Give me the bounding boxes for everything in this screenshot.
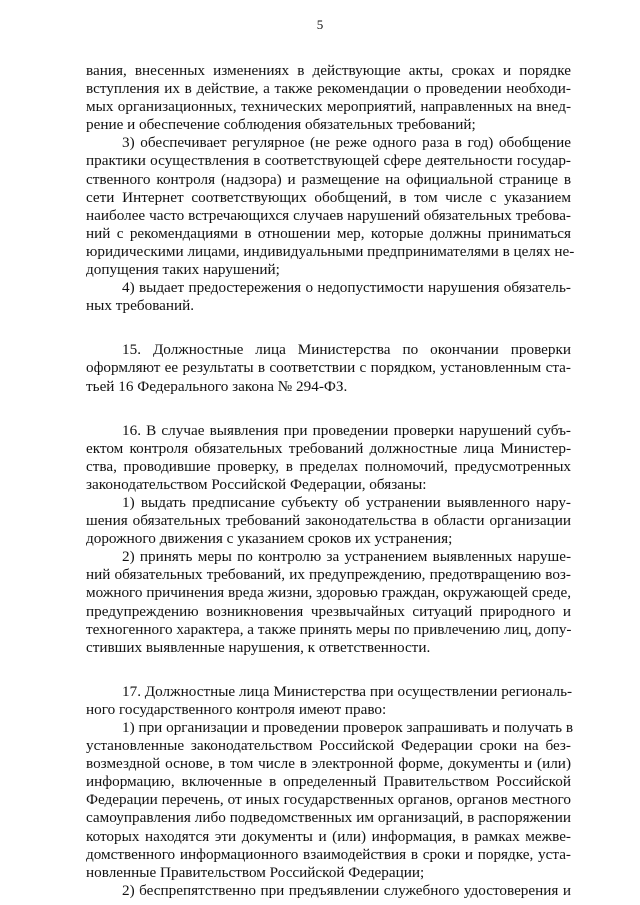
- paragraph-16-item-2: [86, 548, 571, 657]
- text-line: законодательством Российской Федерации, обязаны:: [86, 475, 427, 493]
- text-line: ства, проводившие проверку, в пределах полномочий, предусмотренных: [86, 457, 571, 475]
- text-line: ний с рекомендациями в отношении мер, которые должны приниматься: [86, 224, 571, 242]
- text-line: 4) выдает предостережения о недопустимости нарушения обязатель-: [122, 279, 571, 297]
- paragraph-gap: [86, 396, 571, 422]
- text-line: 16. В случае выявления при проведении проверки нарушений субъ-: [122, 421, 571, 439]
- text-line: наиболее часто встречающихся случаев нарушений обязательных требова-: [86, 206, 571, 224]
- text-line: ектом контроля обязательных требований должностные лица Министер-: [86, 439, 571, 457]
- text-line: вступления их в действие, а также рекомендации о проведении необходи-: [86, 80, 571, 98]
- paragraph-15: [86, 341, 571, 395]
- paragraph-item-4: [86, 279, 571, 315]
- text-line: оформляют ее результаты в соответствии с порядком, установленным ста-: [86, 359, 571, 377]
- paragraph-17-item-2: [86, 882, 571, 900]
- text-line: 17. Должностные лица Министерства при осуществлении региональ-: [122, 682, 573, 700]
- text-line: вания, внесенных изменениях в действующие акты, сроках и порядке: [86, 62, 571, 79]
- document-body: [86, 62, 575, 900]
- text-line: юридическими лицами, индивидуальными предпринимателями в целях не-: [86, 242, 575, 260]
- paragraph-continuation: [86, 62, 571, 134]
- text-line: самоуправления либо подведомственных им организаций, в распоряжении: [86, 809, 571, 827]
- text-line: предупреждению возникновения чрезвычайных ситуаций природного и: [86, 602, 571, 620]
- text-line: ний обязательных требований, их предупреждению, предотвращению воз-: [86, 566, 571, 584]
- paragraph-gap: [86, 657, 571, 683]
- text-line: возмездной основе, в том числе в электронной форме, документы и (или): [86, 755, 571, 773]
- text-line: которых находятся эти документы и (или) информация, в рамках межве-: [86, 827, 571, 845]
- text-line: стивших выявленные нарушения, к ответственности.: [86, 638, 431, 656]
- text-line: мых организационных, технических мероприятий, направленных на внед-: [86, 98, 571, 116]
- text-line: 3) обеспечивает регулярное (не реже одного раза в год) обобщение: [122, 134, 571, 152]
- page-number: 5: [316, 17, 324, 32]
- text-line: ного государственного контроля имеют право:: [86, 700, 387, 718]
- paragraph-16: [86, 422, 571, 494]
- text-line: тьей 16 Федерального закона № 294-ФЗ.: [86, 377, 348, 395]
- text-line: 2) принять меры по контролю за устранением выявленных наруше-: [122, 548, 571, 566]
- text-line: 1) выдать предписание субъекту об устранении выявленного нару-: [122, 493, 571, 511]
- text-line: 15. Должностные лица Министерства по окончании проверки: [122, 341, 571, 359]
- paragraph-16-item-1: [86, 494, 571, 548]
- text-line: новленные Правительством Российской Федерации;: [86, 863, 425, 881]
- text-line: ных требований.: [86, 297, 195, 315]
- text-line: допущения таких нарушений;: [86, 261, 280, 279]
- text-line: домственного информационного взаимодействия в сроки и порядке, уста-: [86, 845, 571, 863]
- text-line: шения обязательных требований законодательства в области организации: [86, 512, 571, 530]
- text-line: сети Интернет соответствующих обобщений, в том числе с указанием: [86, 188, 571, 206]
- text-line: ственного контроля (надзора) и размещение на официальной странице в: [86, 170, 571, 188]
- text-line: 1) при организации и проведении проверок запрашивать и получать в: [122, 719, 574, 736]
- text-line: можного причинения вреда жизни, здоровью граждан, окружающей среде,: [86, 584, 571, 602]
- paragraph-17: [86, 683, 571, 719]
- text-line: установленные законодательством Российской Федерации сроки на без-: [86, 737, 571, 755]
- paragraph-17-item-1: [86, 719, 574, 882]
- paragraph-item-3: [86, 134, 575, 279]
- paragraph-gap: [86, 315, 571, 341]
- text-line: практики осуществления в соответствующей сфере деятельности государ-: [86, 152, 571, 170]
- text-line: рение и обеспечение соблюдения обязательных требований;: [86, 116, 476, 134]
- text-line: 2) беспрепятственно при предъявлении служебного удостоверения и: [122, 881, 571, 899]
- text-line: информацию, включенные в определенный Правительством Российской: [86, 773, 571, 791]
- text-line: Федерации перечень, от иных государственных органов, органов местного: [86, 791, 571, 809]
- text-line: дорожного движения с указанием сроков их устранения;: [86, 530, 453, 548]
- text-line: техногенного характера, а также принять меры по привлечению лиц, допу-: [86, 620, 572, 638]
